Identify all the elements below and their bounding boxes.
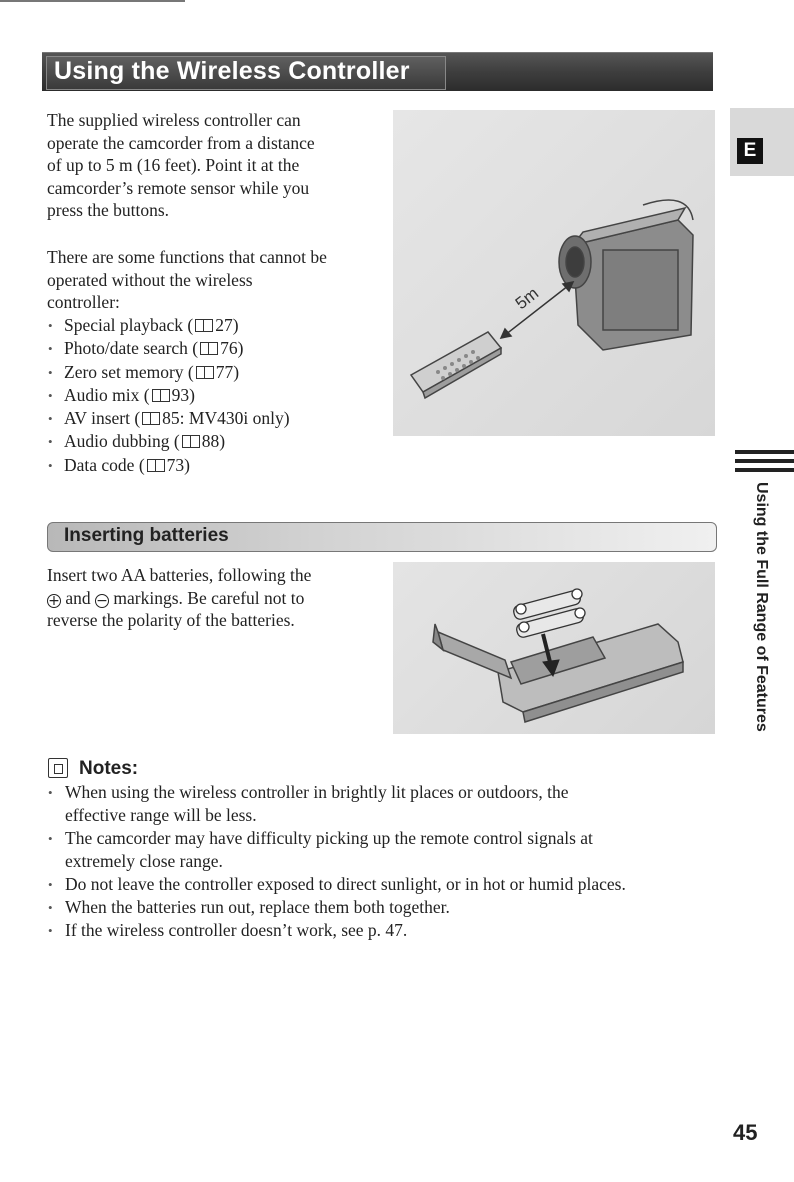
camcorder-remote-illustration	[393, 110, 715, 436]
notes-icon	[48, 758, 68, 778]
intro-paragraph: The supplied wireless controller can operate the camcorder from a distance of up to 5 m (16 feet). Point it at the camcorder’s remote sensor while you press the buttons.	[47, 110, 315, 220]
page-ref-icon	[182, 435, 200, 448]
page-ref-icon	[147, 459, 165, 472]
page-ref-icon	[196, 366, 214, 379]
notes-title: Notes:	[79, 758, 139, 779]
list-item: • Photo/date search ( 76)	[47, 337, 290, 360]
list-item: • Audio mix ( 93)	[47, 384, 290, 407]
list-item: • When using the wireless controller in brightly lit places or outdoors, the effective range will be less.	[47, 781, 727, 827]
top-rule	[0, 0, 185, 2]
language-badge: E	[737, 138, 763, 164]
distance-label: 5m	[511, 283, 543, 314]
chapter-side-label: Using the Full Range of Features	[753, 482, 770, 732]
list-item: • Zero set memory ( 77)	[47, 361, 290, 384]
battery-insertion-illustration	[393, 562, 715, 734]
remote-controller-icon	[411, 332, 501, 398]
list-item: • Audio dubbing ( 88)	[47, 430, 290, 453]
list-item: • When the batteries run out, replace them both together.	[47, 896, 727, 919]
functions-list	[47, 314, 290, 477]
battery-cover-icon	[433, 624, 511, 678]
batteries-paragraph: Insert two AA batteries, following the + and − markings. Be careful not to reverse the polarity of the batteries.	[47, 565, 312, 630]
page-ref-icon	[195, 319, 213, 332]
page-ref-icon	[200, 342, 218, 355]
list-item: • The camcorder may have difficulty picking up the remote control signals at extremely close range.	[47, 827, 727, 873]
list-item: • Special playback ( 27)	[47, 314, 290, 337]
battery-icon	[512, 589, 585, 639]
subsection-title: Inserting batteries	[64, 525, 229, 546]
list-item: • AV insert ( 85: MV430i only)	[47, 407, 290, 430]
chapter-marker-lines	[735, 450, 794, 477]
range-arrow	[501, 282, 573, 338]
list-item: • Do not leave the controller exposed to direct sunlight, or in hot or humid places.	[47, 873, 727, 896]
notes-list	[47, 781, 727, 942]
list-item: • Data code ( 73)	[47, 454, 290, 477]
page-ref-icon	[152, 389, 170, 402]
page-number: 45	[733, 1120, 758, 1145]
list-item: • If the wireless controller doesn’t work, see p. 47.	[47, 919, 727, 942]
minus-symbol-icon: −	[96, 592, 108, 609]
functions-paragraph: There are some functions that cannot be operated without the wireless controller:	[47, 247, 327, 312]
page-title: Using the Wireless Controller	[54, 57, 410, 85]
camcorder-icon	[559, 200, 693, 350]
remote-back-icon	[498, 624, 683, 722]
plus-symbol-icon: +	[48, 592, 60, 609]
page-ref-icon	[142, 412, 160, 425]
